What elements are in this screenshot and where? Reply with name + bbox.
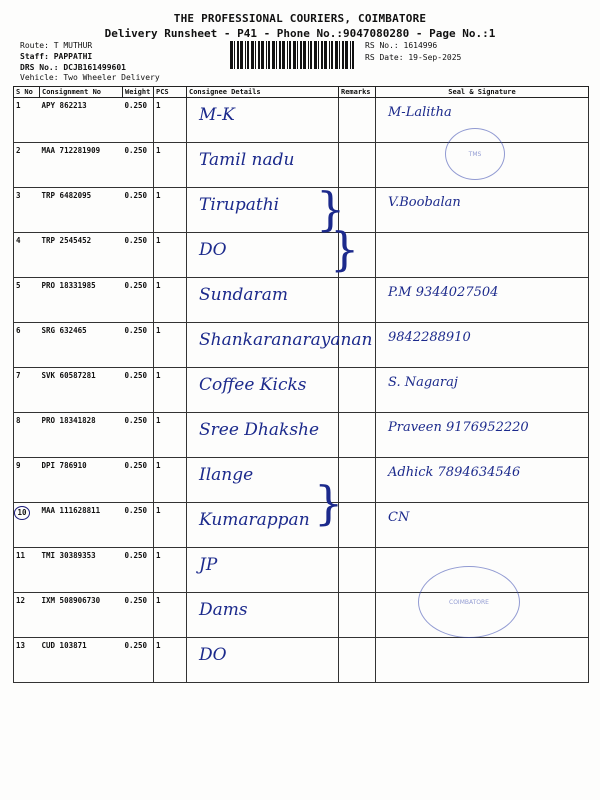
table-row [14,458,589,503]
cell-remarks [339,638,376,683]
cell-consignment: PRO 18331985 [40,278,123,323]
barcode-bar [352,41,354,69]
barcode-bar [289,41,291,69]
barcode-bar [261,41,264,69]
barcode-bar [297,41,298,69]
cell-signature [376,323,589,368]
barcode-bar [279,41,281,69]
cell-pcs: 1 [154,548,187,593]
cell-signature [376,413,589,458]
sno-value: 8 [16,416,21,425]
consignee-handwriting: Tirupathi [199,195,280,215]
barcode-bar [237,41,239,69]
route-label: Route: T MUTHUR [20,41,93,50]
sno-value: 10 [14,506,30,520]
cell-pcs: 1 [154,368,187,413]
barcode-bar [230,41,233,69]
cell-pcs: 1 [154,233,187,278]
consignee-handwriting: Dams [199,600,248,620]
barcode-bar [287,41,288,69]
col-remarks: Remarks [339,87,376,98]
sno-value: 4 [16,236,21,245]
cell-signature [376,368,589,413]
cell-remarks [339,503,376,548]
table-row [14,503,589,548]
table-row [14,638,589,683]
consignee-handwriting: Ilange [199,465,254,485]
cell-pcs: 1 [154,638,187,683]
cell-consignment: PRO 18341828 [40,413,123,458]
cell-consignment: SVK 60587281 [40,368,123,413]
barcode-bar [345,41,348,69]
cell-pcs: 1 [154,188,187,233]
barcode-bar [245,41,246,69]
bracket-mark: } [314,476,344,530]
cell-remarks [339,548,376,593]
cell-weight: 0.250 [123,503,154,548]
barcode-bar [282,41,285,69]
barcode-bar [258,41,260,69]
cell-pcs: 1 [154,503,187,548]
signature-handwriting: P.M 9344027504 [388,285,499,300]
consignee-handwriting: Shankaranarayanan [199,330,373,350]
cell-weight: 0.250 [123,233,154,278]
bracket-mark: } [316,182,346,236]
cell-signature [376,503,589,548]
cell-weight: 0.250 [123,368,154,413]
cell-pcs: 1 [154,323,187,368]
barcode-bar [268,41,270,69]
cell-sno [14,233,40,278]
cell-sno [14,143,40,188]
col-pcs: PCS [154,87,187,98]
cell-signature [376,233,589,278]
cell-pcs: 1 [154,98,187,143]
sno-value: 2 [16,146,21,155]
vehicle-label: Vehicle: Two Wheeler Delivery [20,73,160,82]
cell-remarks [339,143,376,188]
cell-consignment: APY 862213 [40,98,123,143]
col-consignee: Consignee Details [187,87,339,98]
cell-pcs: 1 [154,143,187,188]
signature-handwriting: S. Nagaraj [388,375,458,390]
cell-weight: 0.250 [123,548,154,593]
cell-consignee [187,548,339,593]
consignee-handwriting: JP [199,555,218,575]
cell-consignment: SRG 632465 [40,323,123,368]
cell-sno [14,548,40,593]
company-seal-stamp: COIMBATORE [418,566,520,638]
cell-weight: 0.250 [123,143,154,188]
table-row [14,323,589,368]
table-row [14,233,589,278]
barcode-bar [339,41,340,69]
sno-value: 12 [16,596,26,605]
signature-handwriting: CN [388,510,410,525]
col-weight: Weight [123,87,154,98]
barcode-bar [251,41,254,69]
cell-remarks [339,593,376,638]
barcode-bar [318,41,319,69]
cell-sno [14,368,40,413]
cell-consignee [187,278,339,323]
col-seal: Seal & Signature [376,87,589,98]
cell-consignee [187,593,339,638]
cell-sno [14,593,40,638]
sno-value: 11 [16,551,26,560]
cell-remarks [339,413,376,458]
table-row [14,98,589,143]
barcode-bar [255,41,256,69]
cell-consignment: TRP 6482095 [40,188,123,233]
signature-handwriting [378,551,586,555]
consignee-handwriting: Kumarappan [199,510,310,530]
cell-weight: 0.250 [123,188,154,233]
cell-consignment: CUD 103871 [40,638,123,683]
sno-value: 7 [16,371,21,380]
cell-consignment: MAA 712281909 [40,143,123,188]
sno-value: 13 [16,641,26,650]
col-sno: S No [14,87,40,98]
barcode-bar [240,41,243,69]
consignee-handwriting: DO [199,645,227,665]
cell-consignee [187,638,339,683]
cell-consignee [187,143,339,188]
tms-stamp: TMS [445,128,505,180]
cell-weight: 0.250 [123,98,154,143]
cell-consignment: DPI 786910 [40,458,123,503]
cell-weight: 0.250 [123,593,154,638]
sno-value: 1 [16,101,21,110]
cell-signature [376,188,589,233]
table-row [14,413,589,458]
sno-value: 3 [16,191,21,200]
barcode-bar [324,41,327,69]
table-row [14,278,589,323]
cell-consignee [187,413,339,458]
drs-label: DRS No.: DCJB161499601 [20,63,126,72]
bracket-mark: } [330,222,360,276]
cell-weight: 0.250 [123,638,154,683]
cell-signature [376,458,589,503]
cell-remarks [339,368,376,413]
cell-sno [14,503,40,548]
cell-consignment: MAA 111628811 [40,503,123,548]
cell-sno [14,278,40,323]
cell-consignee [187,98,339,143]
signature-handwriting: Adhick 7894634546 [388,465,521,480]
cell-consignee [187,368,339,413]
signature-handwriting: 9842288910 [388,330,471,345]
barcode-bar [234,41,235,69]
barcode-bar [342,41,344,69]
table-row [14,368,589,413]
signature-handwriting: Praveen 9176952220 [388,420,529,435]
cell-weight: 0.250 [123,413,154,458]
cell-sno [14,458,40,503]
barcode-bar [272,41,275,69]
consignee-handwriting: Sree Dhakshe [199,420,320,440]
barcode-bar [331,41,333,69]
company-name: THE PROFESSIONAL COURIERS, COIMBATORE [173,12,427,25]
consignee-handwriting: DO [199,240,227,260]
staff-label: Staff: PAPPATHI [20,52,93,61]
sno-value: 5 [16,281,21,290]
barcode-bar [276,41,277,69]
barcode [230,41,358,69]
cell-sno [14,638,40,683]
barcode-bar [247,41,249,69]
cell-signature [376,278,589,323]
table-row [14,188,589,233]
barcode-bar [266,41,267,69]
cell-sno [14,323,40,368]
barcode-bar [314,41,317,69]
signature-handwriting: M-Lalitha [388,105,452,120]
consignee-handwriting: Tamil nadu [199,150,295,170]
signature-handwriting [378,641,586,645]
cell-signature [376,638,589,683]
barcode-bar [350,41,351,69]
signature-handwriting: V.Boobalan [388,195,461,210]
cell-remarks [339,98,376,143]
runsheet-title: Delivery Runsheet - P41 - Phone No.:9047080280 - Page No.:1 [104,27,496,40]
barcode-bar [310,41,312,69]
cell-sno [14,188,40,233]
cell-consignment: TMI 30389353 [40,548,123,593]
cell-sno [14,413,40,458]
cell-remarks [339,278,376,323]
cell-pcs: 1 [154,413,187,458]
col-consignment: Consignment No [40,87,123,98]
cell-pcs: 1 [154,278,187,323]
barcode-bar [300,41,302,69]
cell-consignee [187,323,373,368]
barcode-bar [335,41,338,69]
cell-consignee [187,233,339,278]
barcode-bar [303,41,306,69]
cell-remarks [339,458,376,503]
cell-consignment: IXM 508906730 [40,593,123,638]
barcode-bar [329,41,330,69]
sno-value: 6 [16,326,21,335]
table-header [14,87,589,98]
cell-pcs: 1 [154,458,187,503]
cell-pcs: 1 [154,593,187,638]
barcode-bar [293,41,296,69]
rs-number: RS No.: 1614996 [365,41,438,50]
signature-handwriting [378,236,586,240]
cell-weight: 0.250 [123,458,154,503]
sno-value: 9 [16,461,21,470]
barcode-bar [321,41,323,69]
cell-weight: 0.250 [123,323,154,368]
cell-consignment: TRP 2545452 [40,233,123,278]
consignee-handwriting: Coffee Kicks [199,375,307,395]
consignee-handwriting: M-K [199,105,235,125]
cell-weight: 0.250 [123,278,154,323]
barcode-bar [308,41,309,69]
consignee-handwriting: Sundaram [199,285,288,305]
cell-sno [14,98,40,143]
rs-date: RS Date: 19-Sep-2025 [365,53,462,62]
